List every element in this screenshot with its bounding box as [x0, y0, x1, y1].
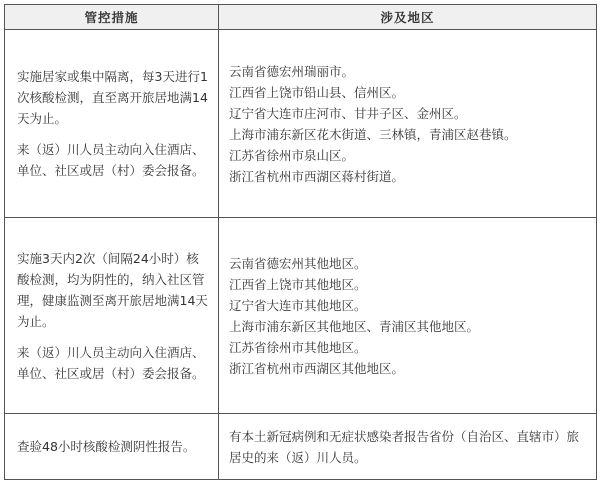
table-header-row	[5, 5, 597, 30]
header-regions: 涉及地区	[219, 5, 597, 30]
region-text: 江苏省徐州市泉山区。	[229, 147, 355, 163]
region-text: 辽宁省大连市其他地区。	[229, 297, 367, 313]
control-measures-table-wrapper	[4, 4, 596, 478]
region-text: 辽宁省大连市庄河市、甘井子区、金州区。	[229, 105, 467, 121]
region-text: 江西省上饶市其他地区。	[229, 276, 367, 292]
region-text: 上海市浦东新区其他地区、青浦区其他地区。	[229, 318, 480, 334]
header-measures: 管控措施	[5, 5, 219, 30]
region-text: 有本土新冠病例和无症状感染者报告省份（自治区、直辖市）旅居史的来（返）川人员。	[229, 428, 580, 465]
measure-text: 查验48小时核酸检测阴性报告。	[17, 439, 196, 454]
region-text: 江苏省徐州市其他地区。	[229, 339, 367, 355]
region-text: 云南省德宏州其他地区。	[229, 255, 367, 271]
regions-cell	[219, 414, 597, 480]
measures-cell	[5, 414, 219, 480]
region-text: 上海市浦东新区花木街道、三林镇，青浦区赵巷镇。	[229, 126, 517, 142]
table-row	[5, 30, 597, 218]
measures-cell	[5, 30, 219, 218]
region-text: 浙江省杭州市西湖区其他地区。	[229, 360, 405, 376]
table-row	[5, 218, 597, 414]
regions-cell	[219, 218, 597, 414]
region-text: 江西省上饶市铅山县、信州区。	[229, 84, 405, 100]
region-text: 云南省德宏州瑞丽市。	[229, 63, 355, 79]
measure-text: 来（返）川人员主动向入住酒店、单位、社区或居（村）委会报备。	[17, 142, 205, 178]
regions-cell	[219, 30, 597, 218]
region-text: 浙江省杭州市西湖区蒋村街道。	[229, 168, 405, 184]
measures-cell	[5, 218, 219, 414]
measure-text: 实施3天内2次（间隔24小时）核酸检测，均为阴性的，纳入社区管理，健康监测至离开旅居地满14天为止。	[17, 250, 208, 329]
measure-text: 来（返）川人员主动向入住酒店、单位、社区或居（村）委会报备。	[17, 344, 205, 381]
control-measures-table	[4, 4, 597, 480]
measure-text: 实施居家或集中隔离，每3天进行1次核酸检测，直至离开旅居地满14天为止。	[17, 69, 208, 126]
table-row	[5, 414, 597, 480]
